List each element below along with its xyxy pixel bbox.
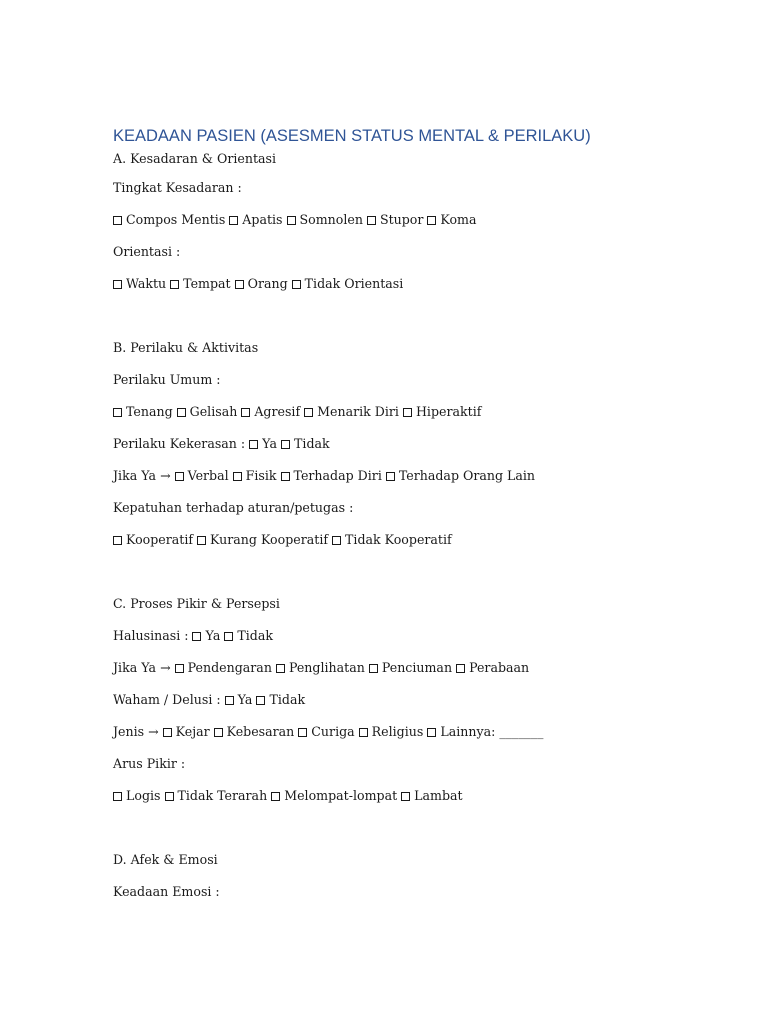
checkbox-option[interactable] bbox=[271, 788, 397, 803]
section-c-heading: C. Proses Pikir & Persepsi bbox=[113, 596, 280, 611]
checkbox-option[interactable] bbox=[170, 276, 230, 291]
checkbox-option[interactable] bbox=[225, 692, 253, 707]
checkbox-icon[interactable] bbox=[403, 408, 412, 417]
checkbox-option[interactable] bbox=[175, 660, 272, 675]
checkbox-icon[interactable] bbox=[163, 728, 172, 737]
halusinasi-row bbox=[113, 620, 733, 652]
checkbox-option[interactable] bbox=[113, 788, 161, 803]
checkbox-icon[interactable] bbox=[170, 280, 179, 289]
checkbox-option[interactable] bbox=[113, 212, 225, 227]
checkbox-icon[interactable] bbox=[241, 408, 250, 417]
perilaku-kekerasan-row bbox=[113, 428, 733, 460]
checkbox-label: Terhadap Diri bbox=[293, 468, 382, 483]
checkbox-icon[interactable] bbox=[367, 216, 376, 225]
checkbox-label: Ya bbox=[205, 628, 221, 643]
perilaku-umum-options bbox=[113, 396, 733, 428]
section-d-heading: D. Afek & Emosi bbox=[113, 852, 218, 867]
checkbox-option[interactable] bbox=[304, 404, 399, 419]
checkbox-label: Tidak bbox=[237, 628, 273, 643]
checkbox-label: Lainnya: _______ bbox=[440, 724, 544, 739]
checkbox-option[interactable] bbox=[427, 724, 543, 739]
checkbox-icon[interactable] bbox=[235, 280, 244, 289]
checkbox-icon[interactable] bbox=[233, 472, 242, 481]
checkbox-icon[interactable] bbox=[292, 280, 301, 289]
checkbox-icon[interactable] bbox=[214, 728, 223, 737]
checkbox-icon[interactable] bbox=[276, 664, 285, 673]
checkbox-label: Hiperaktif bbox=[415, 404, 482, 419]
checkbox-label: Somnolen bbox=[299, 212, 363, 227]
arus-pikir-options bbox=[113, 780, 733, 812]
checkbox-icon[interactable] bbox=[401, 792, 410, 801]
waham-row bbox=[113, 684, 733, 716]
checkbox-option[interactable] bbox=[229, 212, 282, 227]
checkbox-label: Koma bbox=[440, 212, 477, 227]
checkbox-label: Apatis bbox=[242, 212, 283, 227]
checkbox-icon[interactable] bbox=[225, 696, 234, 705]
checkbox-label: Melompat-lompat bbox=[284, 788, 398, 803]
checkbox-option[interactable] bbox=[233, 468, 277, 483]
checkbox-option[interactable] bbox=[235, 276, 288, 291]
page-title: KEADAAN PASIEN (ASESMEN STATUS MENTAL & PERILAKU) bbox=[113, 127, 591, 145]
checkbox-option[interactable] bbox=[401, 788, 462, 803]
checkbox-label: Kurang Kooperatif bbox=[210, 532, 329, 547]
checkbox-option[interactable] bbox=[256, 692, 305, 707]
checkbox-label: Ya bbox=[237, 692, 253, 707]
checkbox-option[interactable] bbox=[276, 660, 365, 675]
checkbox-label: Stupor bbox=[379, 212, 424, 227]
checkbox-option[interactable] bbox=[175, 468, 229, 483]
checkbox-icon[interactable] bbox=[332, 536, 341, 545]
keadaan-emosi-label: Keadaan Emosi : bbox=[113, 884, 220, 899]
checkbox-icon[interactable] bbox=[287, 216, 296, 225]
kepatuhan-label: Kepatuhan terhadap aturan/petugas : bbox=[113, 500, 354, 515]
checkbox-icon[interactable] bbox=[456, 664, 465, 673]
checkbox-icon[interactable] bbox=[197, 536, 206, 545]
checkbox-option[interactable] bbox=[298, 724, 354, 739]
tingkat-kesadaran-options bbox=[113, 204, 733, 236]
checkbox-label: Kebesaran bbox=[226, 724, 295, 739]
checkbox-option[interactable] bbox=[214, 724, 295, 739]
checkbox-label: Verbal bbox=[187, 468, 229, 483]
spacer bbox=[113, 812, 733, 844]
checkbox-label: Religius bbox=[371, 724, 424, 739]
checkbox-icon[interactable] bbox=[175, 472, 184, 481]
checkbox-icon[interactable] bbox=[113, 792, 122, 801]
checkbox-icon[interactable] bbox=[113, 536, 122, 545]
checkbox-label: Logis bbox=[126, 788, 161, 803]
checkbox-icon[interactable] bbox=[256, 696, 265, 705]
checkbox-option[interactable] bbox=[427, 212, 476, 227]
checkbox-label: Penciuman bbox=[381, 660, 453, 675]
checkbox-label: Waktu bbox=[126, 276, 167, 291]
row-label: Perilaku Kekerasan : bbox=[113, 436, 246, 451]
checkbox-icon[interactable] bbox=[281, 440, 290, 449]
halusinasi-jika-ya-row bbox=[113, 652, 733, 684]
checkbox-label: Kejar bbox=[175, 724, 210, 739]
checkbox-option[interactable] bbox=[113, 404, 173, 419]
section-b-heading: B. Perilaku & Aktivitas bbox=[113, 340, 259, 355]
checkbox-label: Agresif bbox=[254, 404, 301, 419]
checkbox-option[interactable] bbox=[359, 724, 424, 739]
row-label: Jenis → bbox=[113, 724, 159, 739]
checkbox-label: Gelisah bbox=[189, 404, 238, 419]
checkbox-icon[interactable] bbox=[113, 280, 122, 289]
checkbox-option[interactable] bbox=[369, 660, 452, 675]
checkbox-option[interactable] bbox=[281, 436, 330, 451]
checkbox-icon[interactable] bbox=[175, 664, 184, 673]
checkbox-option[interactable] bbox=[241, 404, 300, 419]
checkbox-label: Fisik bbox=[245, 468, 277, 483]
checkbox-icon[interactable] bbox=[271, 792, 280, 801]
checkbox-icon[interactable] bbox=[386, 472, 395, 481]
checkbox-label: Ya bbox=[262, 436, 278, 451]
checkbox-option[interactable] bbox=[192, 628, 220, 643]
document-page bbox=[113, 126, 733, 908]
checkbox-icon[interactable] bbox=[298, 728, 307, 737]
row-label: Jika Ya → bbox=[113, 468, 171, 483]
checkbox-option[interactable] bbox=[367, 212, 423, 227]
checkbox-label: Compos Mentis bbox=[126, 212, 226, 227]
checkbox-option[interactable] bbox=[456, 660, 529, 675]
checkbox-option[interactable] bbox=[287, 212, 363, 227]
checkbox-label: Perabaan bbox=[469, 660, 530, 675]
section-a-heading: A. Kesadaran & Orientasi bbox=[113, 151, 277, 166]
checkbox-icon[interactable] bbox=[427, 728, 436, 737]
checkbox-label: Tidak bbox=[294, 436, 330, 451]
checkbox-label: Penglihatan bbox=[288, 660, 365, 675]
row-label: Jika Ya → bbox=[113, 660, 171, 675]
checkbox-label: Tenang bbox=[126, 404, 173, 419]
checkbox-label: Tempat bbox=[183, 276, 231, 291]
arus-pikir-label: Arus Pikir : bbox=[113, 756, 186, 771]
spacer bbox=[113, 556, 733, 588]
checkbox-icon[interactable] bbox=[359, 728, 368, 737]
checkbox-label: Terhadap Orang Lain bbox=[398, 468, 536, 483]
checkbox-icon[interactable] bbox=[427, 216, 436, 225]
checkbox-option[interactable] bbox=[403, 404, 481, 419]
checkbox-option[interactable] bbox=[281, 468, 382, 483]
row-label: Waham / Delusi : bbox=[113, 692, 221, 707]
checkbox-icon[interactable] bbox=[165, 792, 174, 801]
checkbox-option[interactable] bbox=[332, 532, 452, 547]
checkbox-label: Kooperatif bbox=[126, 532, 194, 547]
checkbox-option[interactable] bbox=[113, 532, 193, 547]
checkbox-icon[interactable] bbox=[369, 664, 378, 673]
spacer bbox=[113, 300, 733, 332]
checkbox-icon[interactable] bbox=[249, 440, 258, 449]
checkbox-icon[interactable] bbox=[281, 472, 290, 481]
perilaku-umum-label: Perilaku Umum : bbox=[113, 372, 221, 387]
checkbox-option[interactable] bbox=[224, 628, 273, 643]
checkbox-icon[interactable] bbox=[113, 216, 122, 225]
checkbox-option[interactable] bbox=[249, 436, 277, 451]
checkbox-option[interactable] bbox=[386, 468, 535, 483]
orientasi-options bbox=[113, 268, 733, 300]
orientasi-label: Orientasi : bbox=[113, 244, 181, 259]
kekerasan-jika-ya-row bbox=[113, 460, 733, 492]
checkbox-option[interactable] bbox=[113, 276, 166, 291]
checkbox-label: Lambat bbox=[414, 788, 463, 803]
checkbox-option[interactable] bbox=[165, 788, 268, 803]
jenis-waham-row bbox=[113, 716, 733, 748]
checkbox-icon[interactable] bbox=[304, 408, 313, 417]
checkbox-icon[interactable] bbox=[224, 632, 233, 641]
checkbox-option[interactable] bbox=[177, 404, 238, 419]
kepatuhan-options bbox=[113, 524, 733, 556]
checkbox-label: Tidak Orientasi bbox=[304, 276, 404, 291]
row-label: Halusinasi : bbox=[113, 628, 189, 643]
checkbox-label: Orang bbox=[247, 276, 288, 291]
checkbox-label: Curiga bbox=[311, 724, 355, 739]
checkbox-label: Tidak Terarah bbox=[177, 788, 268, 803]
checkbox-icon[interactable] bbox=[177, 408, 186, 417]
checkbox-icon[interactable] bbox=[229, 216, 238, 225]
tingkat-kesadaran-label: Tingkat Kesadaran : bbox=[113, 180, 242, 195]
checkbox-option[interactable] bbox=[163, 724, 210, 739]
checkbox-label: Pendengaran bbox=[187, 660, 272, 675]
checkbox-label: Menarik Diri bbox=[317, 404, 399, 419]
checkbox-option[interactable] bbox=[197, 532, 328, 547]
checkbox-label: Tidak Kooperatif bbox=[345, 532, 452, 547]
checkbox-icon[interactable] bbox=[192, 632, 201, 641]
checkbox-label: Tidak bbox=[269, 692, 306, 707]
checkbox-option[interactable] bbox=[292, 276, 404, 291]
checkbox-icon[interactable] bbox=[113, 408, 122, 417]
